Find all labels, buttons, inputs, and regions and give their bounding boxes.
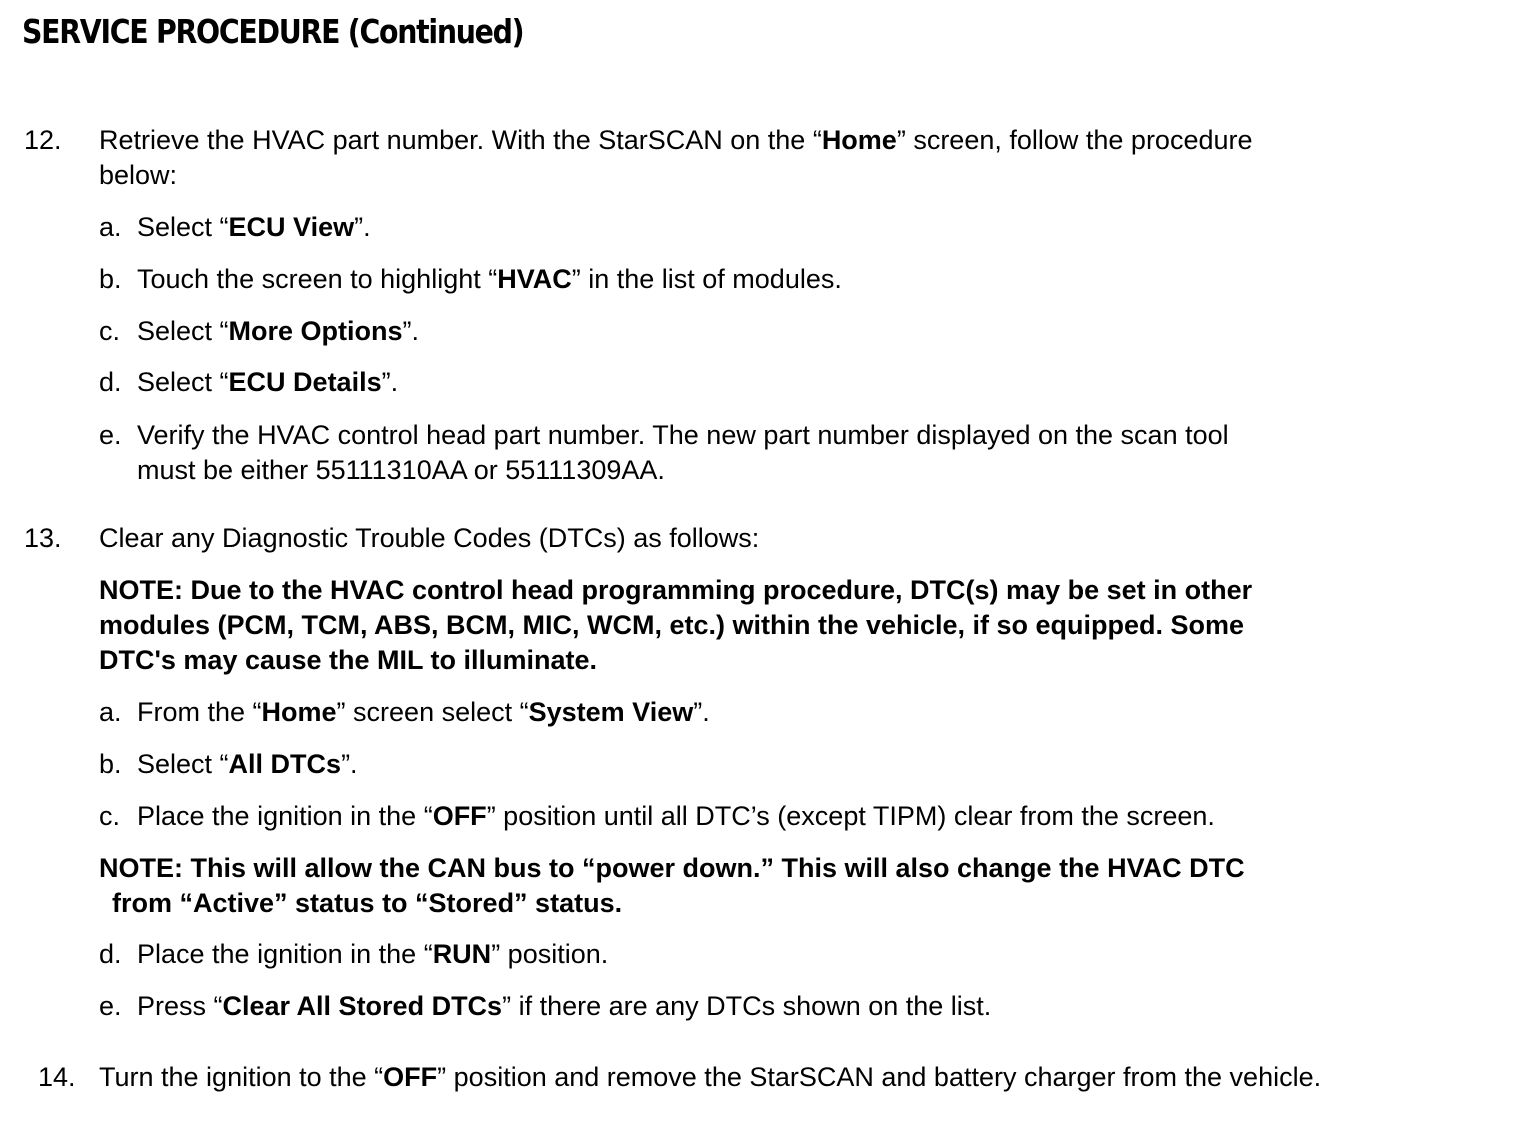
- note-line: NOTE: This will allow the CAN bus to “power down.” This will also change the HVAC DTC: [99, 853, 1245, 883]
- substep-letter: d.: [99, 939, 122, 969]
- substep-text-continued: must be either 55111310AA or 55111309AA.: [137, 455, 665, 485]
- step-text: Turn the ignition to the “OFF” position and remove the StarSCAN and battery charger from the vehicle.: [99, 1062, 1322, 1092]
- substep-text: Select “All DTCs”.: [137, 749, 358, 779]
- step-text: Retrieve the HVAC part number. With the StarSCAN on the “Home” screen, follow the procedure: [99, 125, 1253, 155]
- substep-letter: c.: [99, 316, 121, 346]
- substep-text: Place the ignition in the “RUN” position.: [137, 939, 609, 969]
- step-text: Clear any Diagnostic Trouble Codes (DTCs) as follows:: [99, 523, 760, 553]
- substep-letter: c.: [99, 801, 121, 831]
- note-line: modules (PCM, TCM, ABS, BCM, MIC, WCM, etc.) within the vehicle, if so equipped. Some: [99, 610, 1245, 640]
- substep-text: Press “Clear All Stored DTCs” if there are any DTCs shown on the list.: [137, 991, 992, 1021]
- substep-letter: b.: [99, 264, 122, 294]
- substep-text: Verify the HVAC control head part number. The new part number displayed on the scan tool: [137, 420, 1229, 450]
- page-title: SERVICE PROCEDURE (Continued): [22, 12, 524, 51]
- substep-letter: b.: [99, 749, 122, 779]
- substep-text: From the “Home” screen select “System View”.: [137, 697, 710, 727]
- substep-letter: d.: [99, 367, 122, 397]
- substep-text: Place the ignition in the “OFF” position until all DTC’s (except TIPM) clear from the screen.: [137, 801, 1215, 831]
- substep-letter: a.: [99, 697, 122, 727]
- substep-text: Select “ECU Details”.: [137, 367, 399, 397]
- substep-letter: a.: [99, 212, 122, 242]
- substep-letter: e.: [99, 991, 122, 1021]
- step-number: 14.: [38, 1062, 76, 1092]
- step-text-continued: below:: [99, 160, 178, 190]
- step-number: 12.: [24, 125, 62, 155]
- note-line: NOTE: Due to the HVAC control head programming procedure, DTC(s) may be set in other: [99, 575, 1253, 605]
- substep-text: Select “More Options”.: [137, 316, 420, 346]
- substep-text: Select “ECU View”.: [137, 212, 371, 242]
- note-line: from “Active” status to “Stored” status.: [112, 888, 623, 918]
- substep-letter: e.: [99, 420, 122, 450]
- step-number: 13.: [24, 523, 62, 553]
- note-line: DTC's may cause the MIL to illuminate.: [99, 645, 598, 675]
- substep-text: Touch the screen to highlight “HVAC” in the list of modules.: [137, 264, 842, 294]
